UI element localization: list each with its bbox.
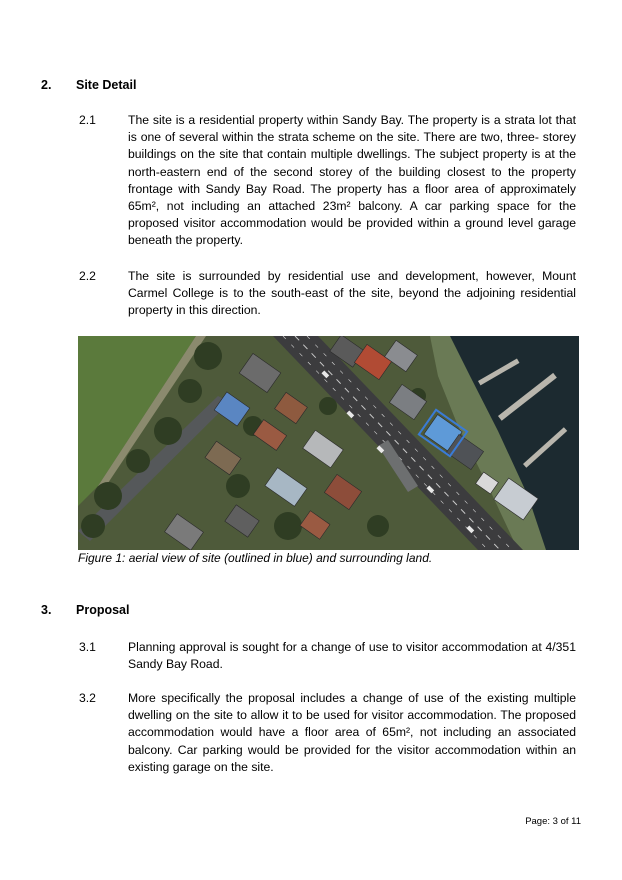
aerial-map-image — [78, 336, 579, 550]
paragraph-line: beneath the property. — [128, 233, 243, 248]
paragraph-number: 2.1 — [79, 113, 96, 127]
section-number: 2. — [41, 78, 52, 92]
paragraph-line: proposed visitor accommodation would be provided within a ground level garage — [128, 216, 576, 231]
paragraph-line: Carmel College is to the south-east of the site, beyond the adjoining residential — [128, 286, 576, 301]
figure-caption: Figure 1: aerial view of site (outlined in blue) and surrounding land. — [78, 551, 433, 565]
paragraph-line: Planning approval is sought for a change of use to visitor accommodation at 4/351 — [128, 640, 576, 654]
paragraph-number: 3.1 — [79, 640, 96, 654]
paragraph-line: balcony. Car parking would be provided for the visitor accommodation within an — [128, 742, 576, 757]
paragraph-line: dwelling on the site to allow it to be used for visitor accommodation. The proposed — [128, 708, 576, 723]
paragraph-line: The site is a residential property within Sandy Bay. The property is a strata lot that — [128, 113, 576, 127]
section-number: 3. — [41, 603, 52, 617]
paragraph-line: existing garage on the site. — [128, 759, 274, 774]
paragraph-line: is one of several within the strata scheme on the site. There are two, three- storey — [128, 130, 576, 145]
paragraph-line: More specifically the proposal includes a change of use of the existing multiple — [128, 691, 576, 705]
paragraph-line: north-eastern end of the second storey of the building closest to the property — [128, 164, 576, 179]
section-title: Site Detail — [76, 78, 137, 92]
section-title: Proposal — [76, 603, 130, 617]
paragraph-line: The site is surrounded by residential use and development, however, Mount — [128, 269, 576, 283]
paragraph-body — [128, 690, 576, 776]
paragraph-line: accommodation would have a floor area of 65m², not including an associated — [128, 725, 576, 740]
paragraph-line: 65m², not including an attached 23m² balcony. A car parking space for the — [128, 199, 576, 214]
paragraph-line: property in this direction. — [128, 303, 261, 318]
paragraph-line: Sandy Bay Road. — [128, 657, 223, 672]
paragraph-number: 2.2 — [79, 269, 96, 283]
paragraph-body — [128, 639, 576, 673]
paragraph-body — [128, 112, 576, 250]
paragraph-line: frontage with Sandy Bay Road. The property has a floor area of approximately — [128, 181, 576, 196]
page-number: Page: 3 of 11 — [525, 816, 581, 827]
paragraph-body — [128, 268, 576, 320]
paragraph-number: 3.2 — [79, 691, 96, 705]
aerial-photo — [78, 336, 579, 550]
paragraph-line: buildings on the site that contain multiple dwellings. The subject property is at the — [128, 147, 576, 162]
